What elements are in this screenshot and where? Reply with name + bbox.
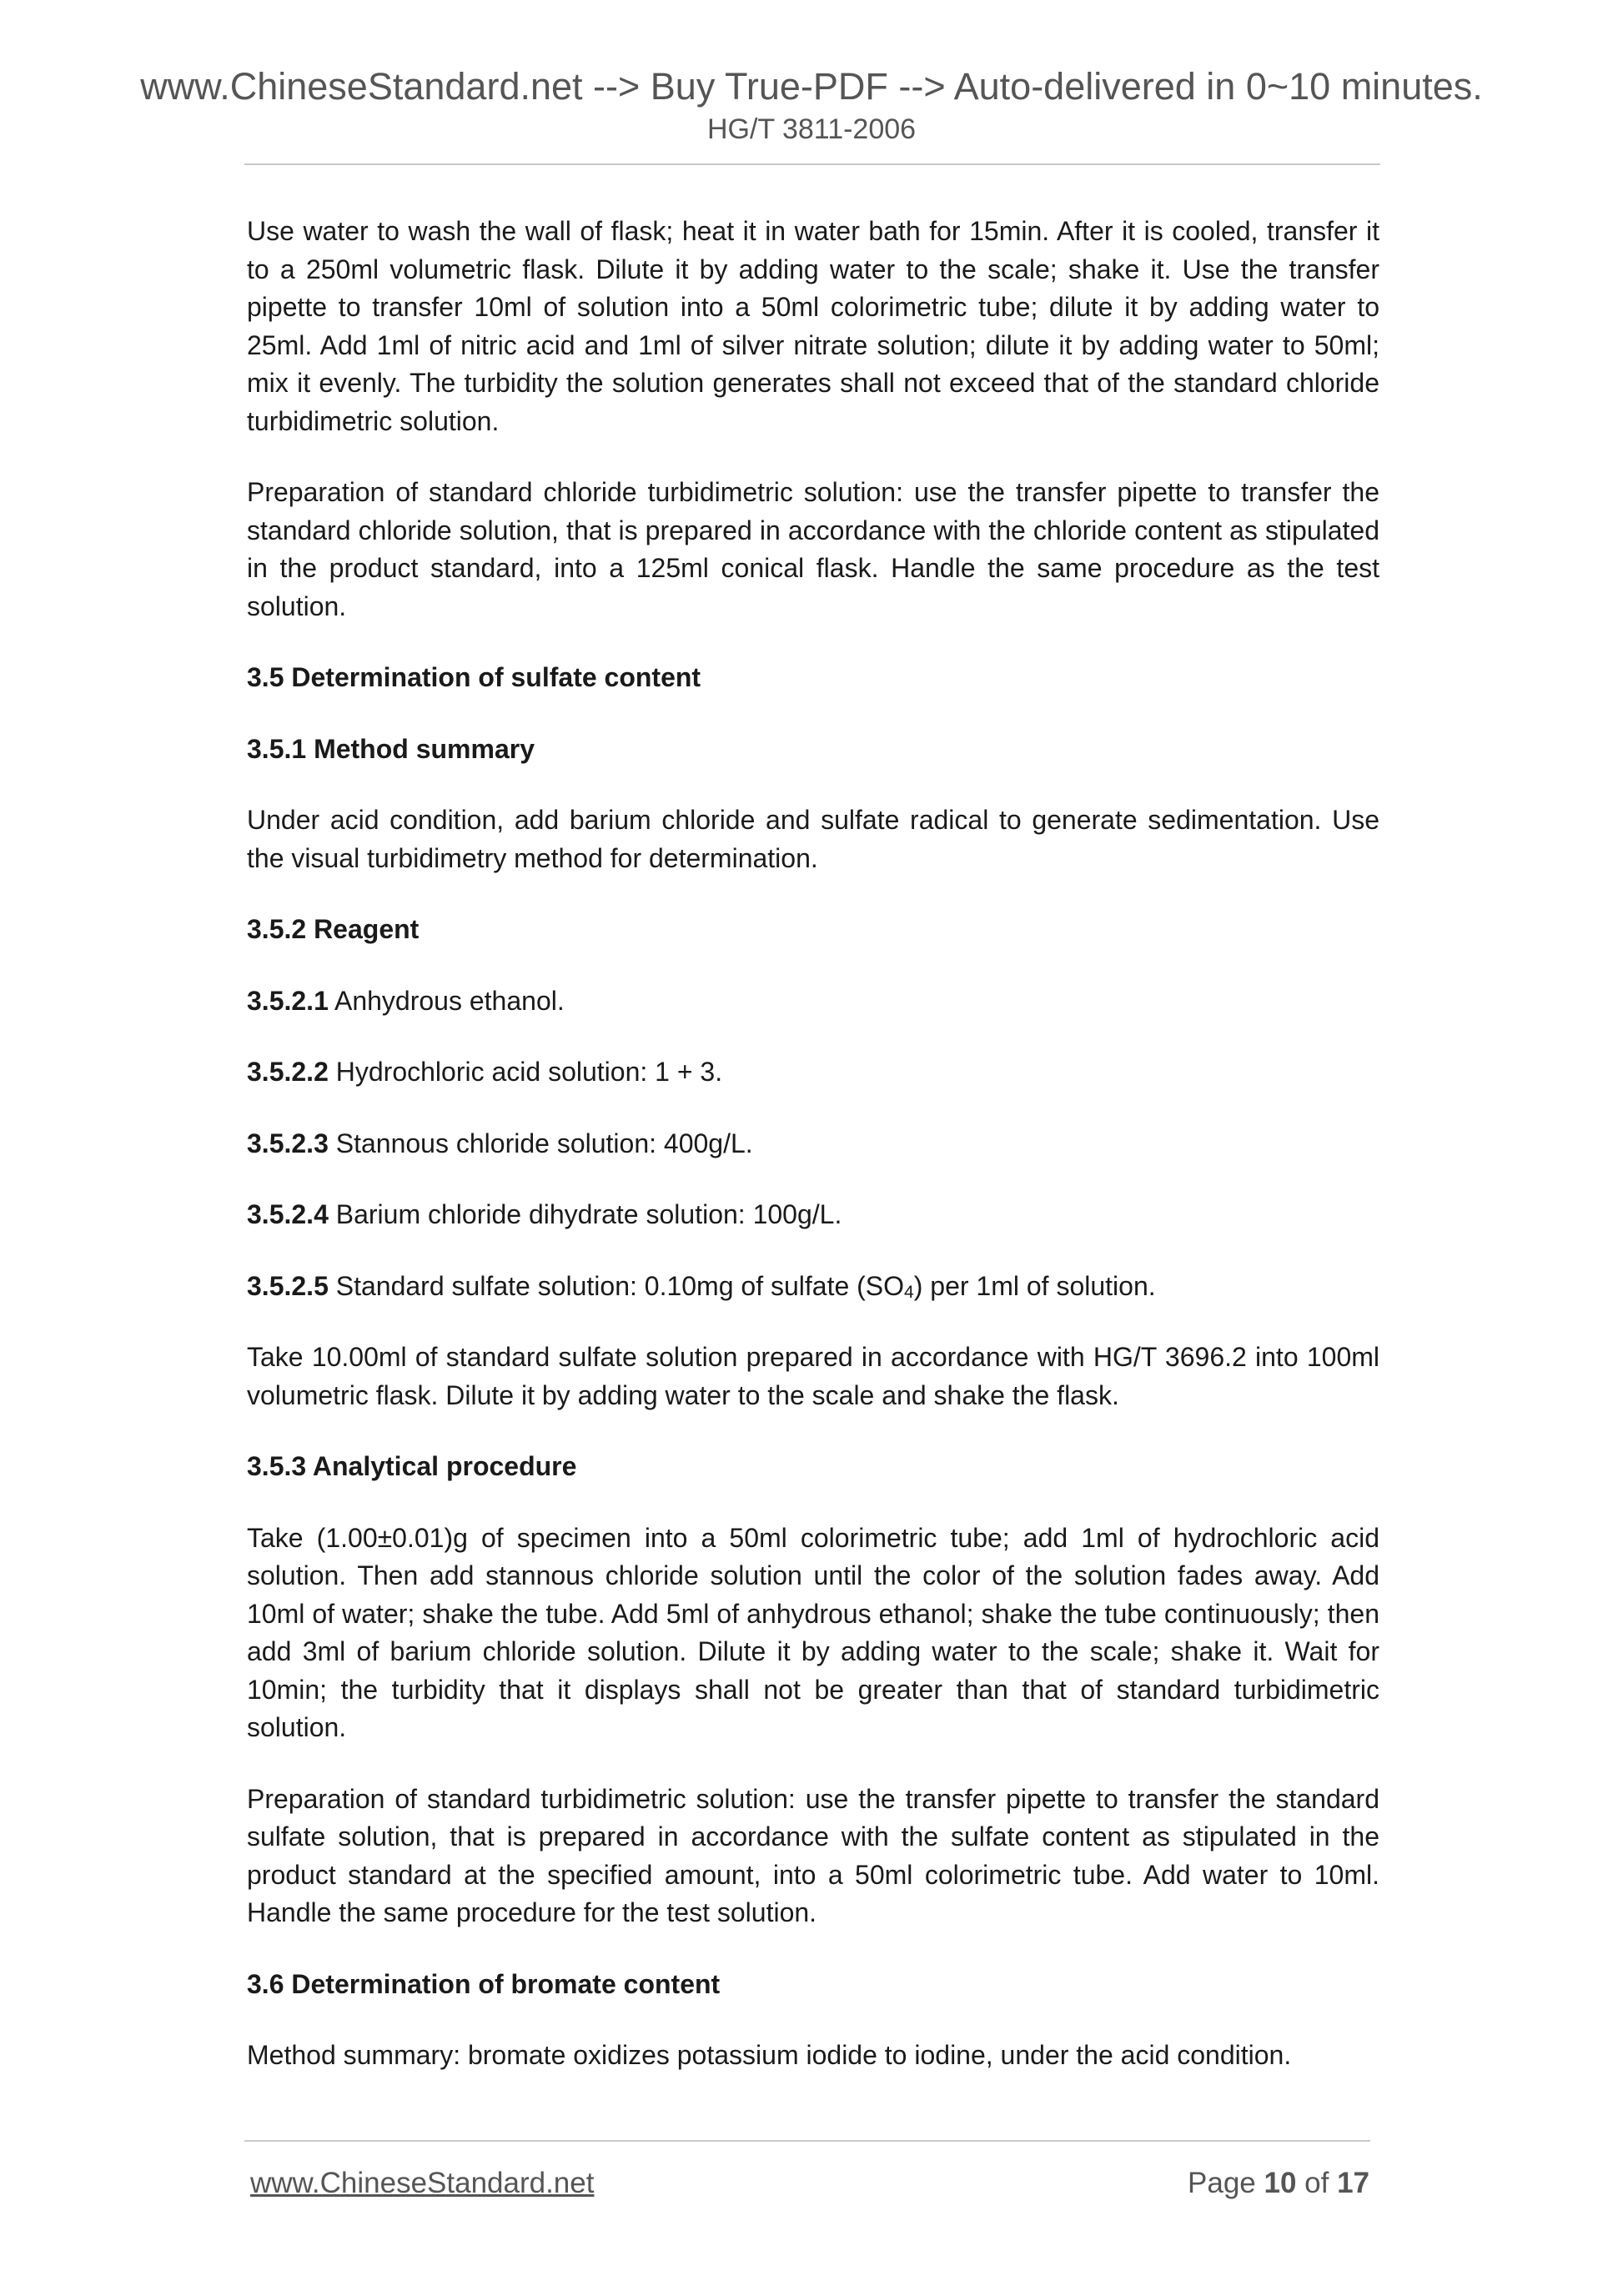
paragraph-analytical-procedure: Take (1.00±0.01)g of specimen into a 50ml colorimetric tube; add 1ml of hydrochloric acid solution. Then add stannous chloride solution until the color of the solution fades away. Add 10ml of water; shake the tube. Add 5ml of anhydrous ethanol; shake the tube continuously; then add 3ml of barium chloride solution. Dilute it by adding water to the scale; shake it. Wait for 10min; the turbidity that it displays shall not be greater than that of standard turbidimetric solution. bbox=[247, 1522, 1379, 1742]
paragraph-bromate-summary: Method summary: bromate oxidizes potassium iodide to iodine, under the acid condition. bbox=[247, 2040, 1292, 2070]
page-content bbox=[247, 213, 1379, 2108]
paragraph-method-summary: Under acid condition, add barium chloride and sulfate radical to generate sedimentation. Use the visual turbidimetry method for determination. bbox=[247, 805, 1379, 873]
footer-divider bbox=[244, 2140, 1370, 2142]
header-divider bbox=[244, 163, 1380, 165]
paragraph-standard-turbidimetric-prep: Preparation of standard turbidimetric solution: use the transfer pipette to transfer the standard sulfate solution, that is prepared in accordance with the sulfate content as stipulated in the product standard at the specified amount, into a 50ml colorimetric tube. Add water to 10ml. Handle the same procedure for the test solution. bbox=[247, 1783, 1379, 1927]
reagent-text: Standard sulfate solution: 0.10mg of sulfate (SO bbox=[328, 1270, 905, 1301]
page-number bbox=[1188, 2165, 1369, 2202]
header-banner: www.ChineseStandard.net --> Buy True-PDF --> Auto-delivered in 0~10 minutes. bbox=[140, 65, 1483, 108]
paragraph-chloride-procedure: Use water to wash the wall of flask; heat it in water bath for 15min. After it is cooled, transfer it to a 250ml volumetric flask. Dilute it by adding water to the scale; shake it. Use the transfer pipette to transfer 10ml of solution into a 50ml colorimetric tube; dilute it by adding water to 25ml. Add 1ml of nitric acid and 1ml of silver nitrate solution; dilute it by adding water to 50ml; mix it evenly. The turbidity the solution generates shall not exceed that of the standard chloride turbidimetric solution. bbox=[247, 216, 1379, 436]
section-heading-3-5-3: 3.5.3 Analytical procedure bbox=[247, 1451, 577, 1481]
reagent-number: 3.5.2.4 bbox=[247, 1199, 329, 1229]
section-heading-3-6: 3.6 Determination of bromate content bbox=[247, 1968, 721, 1999]
reagent-text: Stannous chloride solution: 400g/L. bbox=[328, 1128, 753, 1158]
reagent-number: 3.5.2.2 bbox=[247, 1057, 329, 1087]
section-heading-3-5-1: 3.5.1 Method summary bbox=[247, 733, 535, 764]
reagent-text: Barium chloride dihydrate solution: 100g/L. bbox=[328, 1199, 842, 1229]
page-of: of bbox=[1296, 2167, 1338, 2199]
page-total: 17 bbox=[1337, 2167, 1369, 2199]
reagent-text: Anhydrous ethanol. bbox=[328, 985, 565, 1016]
paragraph-chloride-standard-prep: Preparation of standard chloride turbidimetric solution: use the transfer pipette to transfer the standard chloride solution, that is prepared in accordance with the chloride content as stipulated in the product standard, into a 125ml conical flask. Handle the same procedure as the test solution. bbox=[247, 477, 1379, 621]
reagent-item-4 bbox=[247, 1196, 1379, 1234]
reagent-number: 3.5.2.3 bbox=[247, 1128, 329, 1158]
reagent-item-3 bbox=[247, 1125, 1379, 1163]
reagent-item-1 bbox=[247, 982, 1379, 1021]
document-number: HG/T 3811-2006 bbox=[706, 113, 917, 145]
page-prefix: Page bbox=[1188, 2167, 1264, 2199]
reagent-number: 3.5.2.5 bbox=[247, 1270, 329, 1301]
subscript: 4 bbox=[904, 1282, 914, 1302]
reagent-text: Hydrochloric acid solution: 1 + 3. bbox=[328, 1057, 723, 1087]
footer-website-link[interactable]: www.ChineseStandard.net bbox=[250, 2167, 595, 2199]
reagent-number: 3.5.2.1 bbox=[247, 985, 329, 1016]
section-heading-3-5: 3.5 Determination of sulfate content bbox=[247, 662, 701, 692]
reagent-item-2 bbox=[247, 1053, 1379, 1092]
reagent-item-5 bbox=[247, 1268, 1379, 1306]
page-current: 10 bbox=[1264, 2167, 1297, 2199]
paragraph-standard-sulfate-prep: Take 10.00ml of standard sulfate solution prepared in accordance with HG/T 3696.2 into 100ml volumetric flask. Dilute it by adding water to the scale and shake the flask. bbox=[247, 1342, 1379, 1410]
reagent-text-tail: ) per 1ml of solution. bbox=[913, 1270, 1156, 1301]
section-heading-3-5-2: 3.5.2 Reagent bbox=[247, 914, 420, 944]
